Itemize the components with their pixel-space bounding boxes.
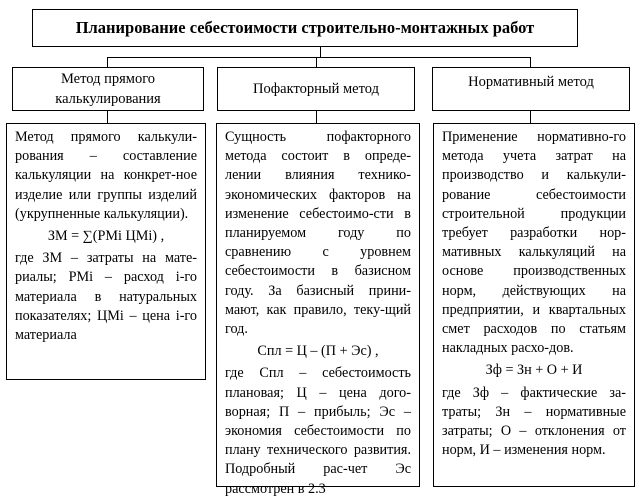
diagram-title-text: Планирование себестоимости строительно-монтажных работ bbox=[75, 18, 535, 37]
method-header-factor-text: Пофакторный метод bbox=[253, 81, 379, 97]
method-header-direct-text: Метод прямого калькулирования bbox=[55, 71, 161, 107]
method-box-normative bbox=[433, 123, 635, 487]
method-box-direct bbox=[6, 123, 206, 380]
connector-col2 bbox=[316, 111, 317, 123]
method-header-factor bbox=[217, 67, 415, 111]
method-header-direct bbox=[12, 67, 204, 111]
method-formula-factor: Cпл = Ц – (П + Эс) , bbox=[257, 343, 379, 360]
connector-right bbox=[530, 57, 531, 67]
connector-title-down bbox=[320, 47, 321, 57]
connector-left bbox=[107, 57, 108, 67]
method-legend-factor: где Спл – себестоимость плановая; Ц – цена дого-ворная; П – прибыль; Эс – экономия себестоимости по плану технического развития. Подробный рас-чет Эс рассмотрен в 2.3 bbox=[225, 365, 411, 497]
diagram-title bbox=[32, 9, 578, 47]
method-description-normative: Применение нормативно-го метода учета затрат на производство и калькули-рование себестоимости строительной продукции требует разработки нор-мативных калькуляций на основе производственных норм, действующих на предприятии, и квартальных смет расходов по статьям накладных расхо-дов. bbox=[442, 129, 626, 357]
method-header-normative-text: Нормативный метод bbox=[468, 74, 594, 90]
method-legend-normative: где Зф – фактические за-траты; Зн – нормативные затраты; О – отклонения от норм, И – изменения норм. bbox=[442, 384, 626, 459]
connector-horizontal bbox=[107, 57, 531, 58]
method-legend-direct: где ЗМ – затраты на мате-риалы; РМi – расход i-го материала в натуральных показателях; ЦМi – цена i-го материала bbox=[15, 250, 197, 344]
method-formula-normative: Зф = Зн + О + И bbox=[485, 362, 583, 379]
connector-col1 bbox=[107, 111, 108, 123]
method-description-factor: Сущность пофакторного метода состоит в опреде-лении влияния технико-экономических факторов на изменение себестоимо-сти в планируемом году по сравнению с уровнем себестоимости в базисном году. За базисный прини-мают, как правило, теку-щий год. bbox=[225, 129, 411, 338]
method-description-direct: Метод прямого калькули-рования – составление калькуляции на конкрет-ное изделие или группы изделий (укрупненные калькуляции). bbox=[15, 129, 197, 222]
method-box-factor bbox=[216, 123, 420, 497]
method-header-normative bbox=[432, 67, 630, 111]
connector-middle bbox=[316, 57, 317, 67]
connector-col3 bbox=[530, 111, 531, 123]
method-formula-direct: ЗМ = ∑(РМi ЦМi) , bbox=[47, 228, 165, 245]
